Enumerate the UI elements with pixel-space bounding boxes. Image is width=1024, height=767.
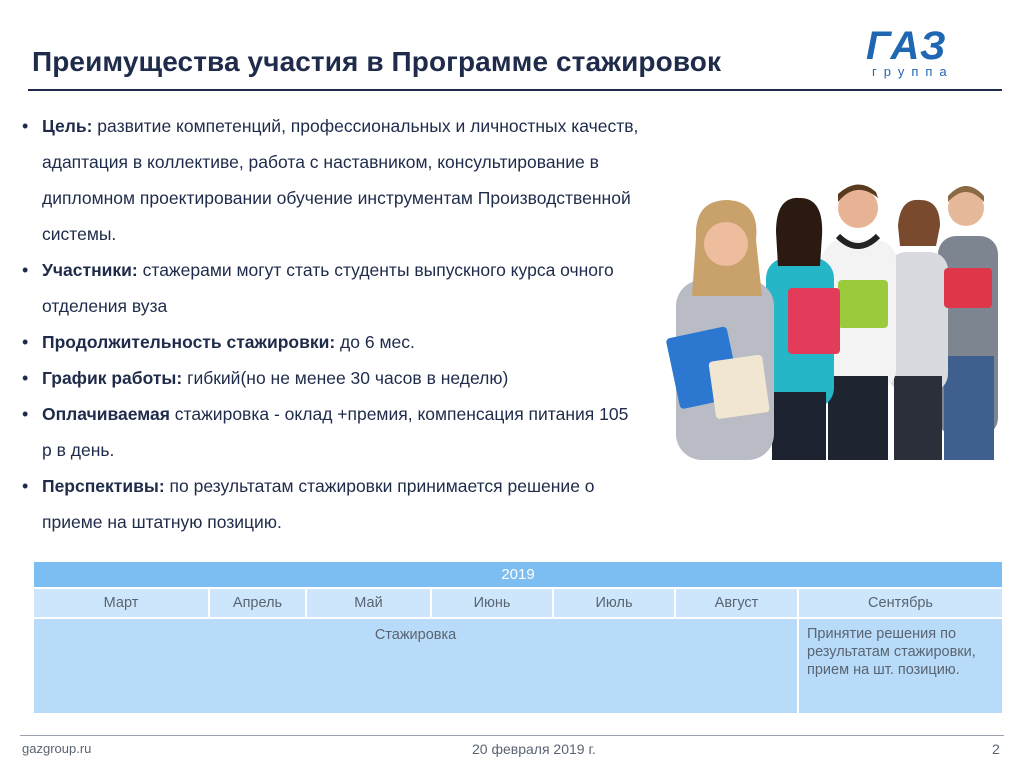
bullet-icon: • <box>22 368 29 388</box>
bullet-text: по результатам стажировки принимается решение о приеме на штатную позицию. <box>42 476 595 532</box>
bullet-label: Участники: <box>42 260 138 280</box>
footer-website: gazgroup.ru <box>22 741 92 756</box>
list-item <box>22 468 642 540</box>
table-row <box>33 618 1003 714</box>
bullet-label: Цель: <box>42 116 93 136</box>
slide-title: Преимущества участия в Программе стажировок <box>32 46 722 77</box>
gaz-group-logo <box>866 26 1006 82</box>
title-divider <box>28 89 1002 91</box>
month-cell: Сентябрь <box>798 588 1003 618</box>
bullet-icon: • <box>22 260 29 280</box>
footer-divider <box>20 735 1004 736</box>
table-row <box>33 588 1003 618</box>
students-photo <box>652 176 1002 460</box>
footer-date: 20 февраля 2019 г. <box>472 741 596 757</box>
benefits-list <box>22 108 642 540</box>
list-item <box>22 396 642 468</box>
list-item <box>22 108 642 252</box>
decision-cell: Принятие решения по результатам стажировки, прием на шт. позицию. <box>798 618 1003 714</box>
logo-subtitle: группа <box>872 64 954 79</box>
month-cell: Июнь <box>431 588 553 618</box>
bullet-text: развитие компетенций, профессиональных и личностных качеств, адаптация в коллективе, работа с наставником, консультирование в дипломном проектировании обучение инструментам Производственной системы. <box>42 116 639 244</box>
bullet-label: Продолжительность стажировки: <box>42 332 336 352</box>
bullet-label: Перспективы: <box>42 476 165 496</box>
bullet-text: до 6 мес. <box>335 332 415 352</box>
bullet-text: стажировка - оклад +премия, компенсация питания 105 р в день. <box>42 404 629 460</box>
list-item <box>22 252 642 324</box>
page-number: 2 <box>992 741 1000 757</box>
month-cell: Август <box>675 588 798 618</box>
logo-word: ГАЗ <box>866 24 948 68</box>
month-cell: Апрель <box>209 588 306 618</box>
year-header: 2019 <box>33 561 1003 588</box>
bullet-icon: • <box>22 332 29 352</box>
internship-schedule-table <box>32 560 1004 715</box>
month-cell: Март <box>33 588 209 618</box>
month-cell: Май <box>306 588 431 618</box>
month-cell: Июль <box>553 588 675 618</box>
student-figure <box>666 200 774 460</box>
list-item <box>22 324 642 360</box>
bullet-label: Оплачиваемая <box>42 404 170 424</box>
list-item <box>22 360 642 396</box>
bullet-icon: • <box>22 404 29 424</box>
bullet-text: стажерами могут стать студенты выпускного курса очного отделения вуза <box>42 260 614 316</box>
internship-period-cell: Стажировка <box>33 618 798 714</box>
bullet-label: График работы: <box>42 368 183 388</box>
bullet-icon: • <box>22 116 29 136</box>
table-row <box>33 561 1003 588</box>
bullet-text: гибкий(но не менее 30 часов в неделю) <box>182 368 509 388</box>
bullet-icon: • <box>22 476 29 496</box>
